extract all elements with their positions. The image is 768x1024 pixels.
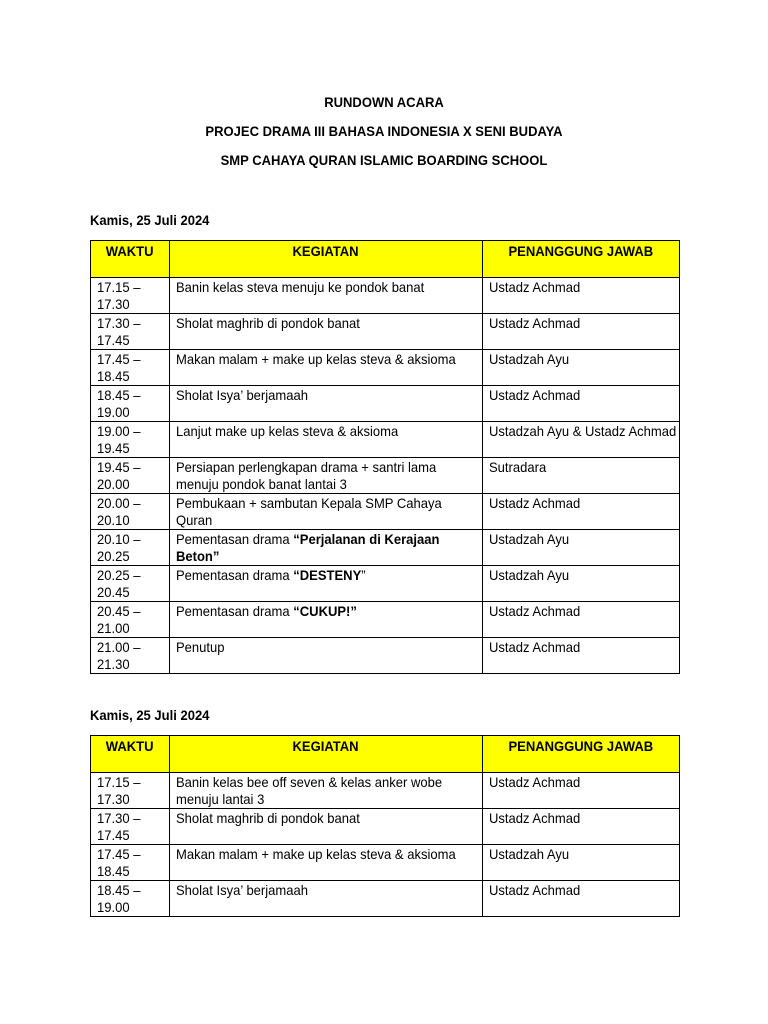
- activity-cell: Makan malam + make up kelas steva & aksioma: [170, 350, 483, 386]
- header-kegiatan: KEGIATAN: [170, 241, 483, 278]
- document-title-block: [0, 92, 768, 179]
- pj-cell: Ustadzah Ayu: [483, 350, 680, 386]
- time-cell: 17.15 – 17.30: [91, 773, 170, 809]
- time-cell: 18.45 – 19.00: [91, 881, 170, 917]
- activity-cell: [170, 602, 483, 638]
- schedule-date: Kamis, 25 Juli 2024: [90, 707, 210, 723]
- activity-cell: Persiapan perlengkapan drama + santri lama menuju pondok banat lantai 3: [170, 458, 483, 494]
- title-line-2: PROJEC DRAMA III BAHASA INDONESIA X SENI BUDAYA: [205, 123, 563, 139]
- table-row: [91, 422, 680, 458]
- table-row: [91, 566, 680, 602]
- table-row: [91, 773, 680, 809]
- table-row: [91, 809, 680, 845]
- table-row: [91, 638, 680, 674]
- schedule-table: [90, 240, 680, 674]
- pj-cell: Ustadz Achmad: [483, 314, 680, 350]
- time-cell: 20.00 – 20.10: [91, 494, 170, 530]
- pj-cell: Ustadz Achmad: [483, 494, 680, 530]
- header-penanggung-jawab: PENANGGUNG JAWAB: [483, 736, 680, 773]
- table-row: [91, 881, 680, 917]
- table-row: [91, 314, 680, 350]
- header-penanggung-jawab: PENANGGUNG JAWAB: [483, 241, 680, 278]
- pj-cell: Ustadz Achmad: [483, 773, 680, 809]
- table-header-row: [91, 241, 680, 278]
- pj-cell: Ustadz Achmad: [483, 881, 680, 917]
- activity-cell: Banin kelas bee off seven & kelas anker wobe menuju lantai 3: [170, 773, 483, 809]
- table-row: [91, 278, 680, 314]
- activity-cell: [170, 530, 483, 566]
- pj-cell: Ustadzah Ayu & Ustadz Achmad: [483, 422, 680, 458]
- time-cell: 17.30 – 17.45: [91, 809, 170, 845]
- table-row: [91, 386, 680, 422]
- header-waktu: WAKTU: [91, 241, 170, 278]
- time-cell: 17.30 – 17.45: [91, 314, 170, 350]
- table-header-row: [91, 736, 680, 773]
- activity-cell: Penutup: [170, 638, 483, 674]
- header-waktu: WAKTU: [91, 736, 170, 773]
- time-cell: 20.25 – 20.45: [91, 566, 170, 602]
- drama-title: “Perjalanan di Kerajaan Beton”: [176, 531, 440, 564]
- time-cell: 17.45 – 18.45: [91, 350, 170, 386]
- activity-cell: [170, 566, 483, 602]
- activity-cell: Sholat Isya’ berjamaah: [170, 881, 483, 917]
- pj-cell: Ustadzah Ayu: [483, 530, 680, 566]
- time-cell: 19.45 – 20.00: [91, 458, 170, 494]
- header-kegiatan: KEGIATAN: [170, 736, 483, 773]
- activity-cell: Sholat maghrib di pondok banat: [170, 809, 483, 845]
- activity-text: Pementasan drama: [176, 531, 294, 547]
- schedule-date: Kamis, 25 Juli 2024: [90, 212, 210, 228]
- activity-cell: Makan malam + make up kelas steva & aksioma: [170, 845, 483, 881]
- schedule-table: [90, 735, 680, 917]
- table-row: [91, 530, 680, 566]
- time-cell: 20.45 – 21.00: [91, 602, 170, 638]
- title-line-3: SMP CAHAYA QURAN ISLAMIC BOARDING SCHOOL: [220, 152, 548, 168]
- activity-cell: Sholat maghrib di pondok banat: [170, 314, 483, 350]
- pj-cell: Ustadz Achmad: [483, 602, 680, 638]
- activity-text: Pementasan drama: [176, 603, 294, 619]
- time-cell: 21.00 – 21.30: [91, 638, 170, 674]
- pj-cell: Ustadz Achmad: [483, 278, 680, 314]
- table-row: [91, 602, 680, 638]
- activity-suffix: ”: [361, 567, 366, 583]
- time-cell: 17.15 – 17.30: [91, 278, 170, 314]
- pj-cell: Ustadzah Ayu: [483, 845, 680, 881]
- table-row: [91, 494, 680, 530]
- activity-text: Pementasan drama: [176, 567, 294, 583]
- time-cell: 17.45 – 18.45: [91, 845, 170, 881]
- table-row: [91, 350, 680, 386]
- drama-title: “DESTENY: [293, 567, 362, 583]
- activity-cell: Pembukaan + sambutan Kepala SMP Cahaya Quran: [170, 494, 483, 530]
- activity-cell: Lanjut make up kelas steva & aksioma: [170, 422, 483, 458]
- pj-cell: Ustadz Achmad: [483, 809, 680, 845]
- pj-cell: Ustadzah Ayu: [483, 566, 680, 602]
- time-cell: 18.45 – 19.00: [91, 386, 170, 422]
- pj-cell: Sutradara: [483, 458, 680, 494]
- pj-cell: Ustadz Achmad: [483, 386, 680, 422]
- title-line-1: RUNDOWN ACARA: [324, 94, 444, 110]
- activity-cell: Banin kelas steva menuju ke pondok banat: [170, 278, 483, 314]
- activity-cell: Sholat Isya’ berjamaah: [170, 386, 483, 422]
- time-cell: 20.10 – 20.25: [91, 530, 170, 566]
- time-cell: 19.00 – 19.45: [91, 422, 170, 458]
- pj-cell: Ustadz Achmad: [483, 638, 680, 674]
- drama-title: “CUKUP!”: [293, 603, 357, 619]
- table-row: [91, 458, 680, 494]
- table-row: [91, 845, 680, 881]
